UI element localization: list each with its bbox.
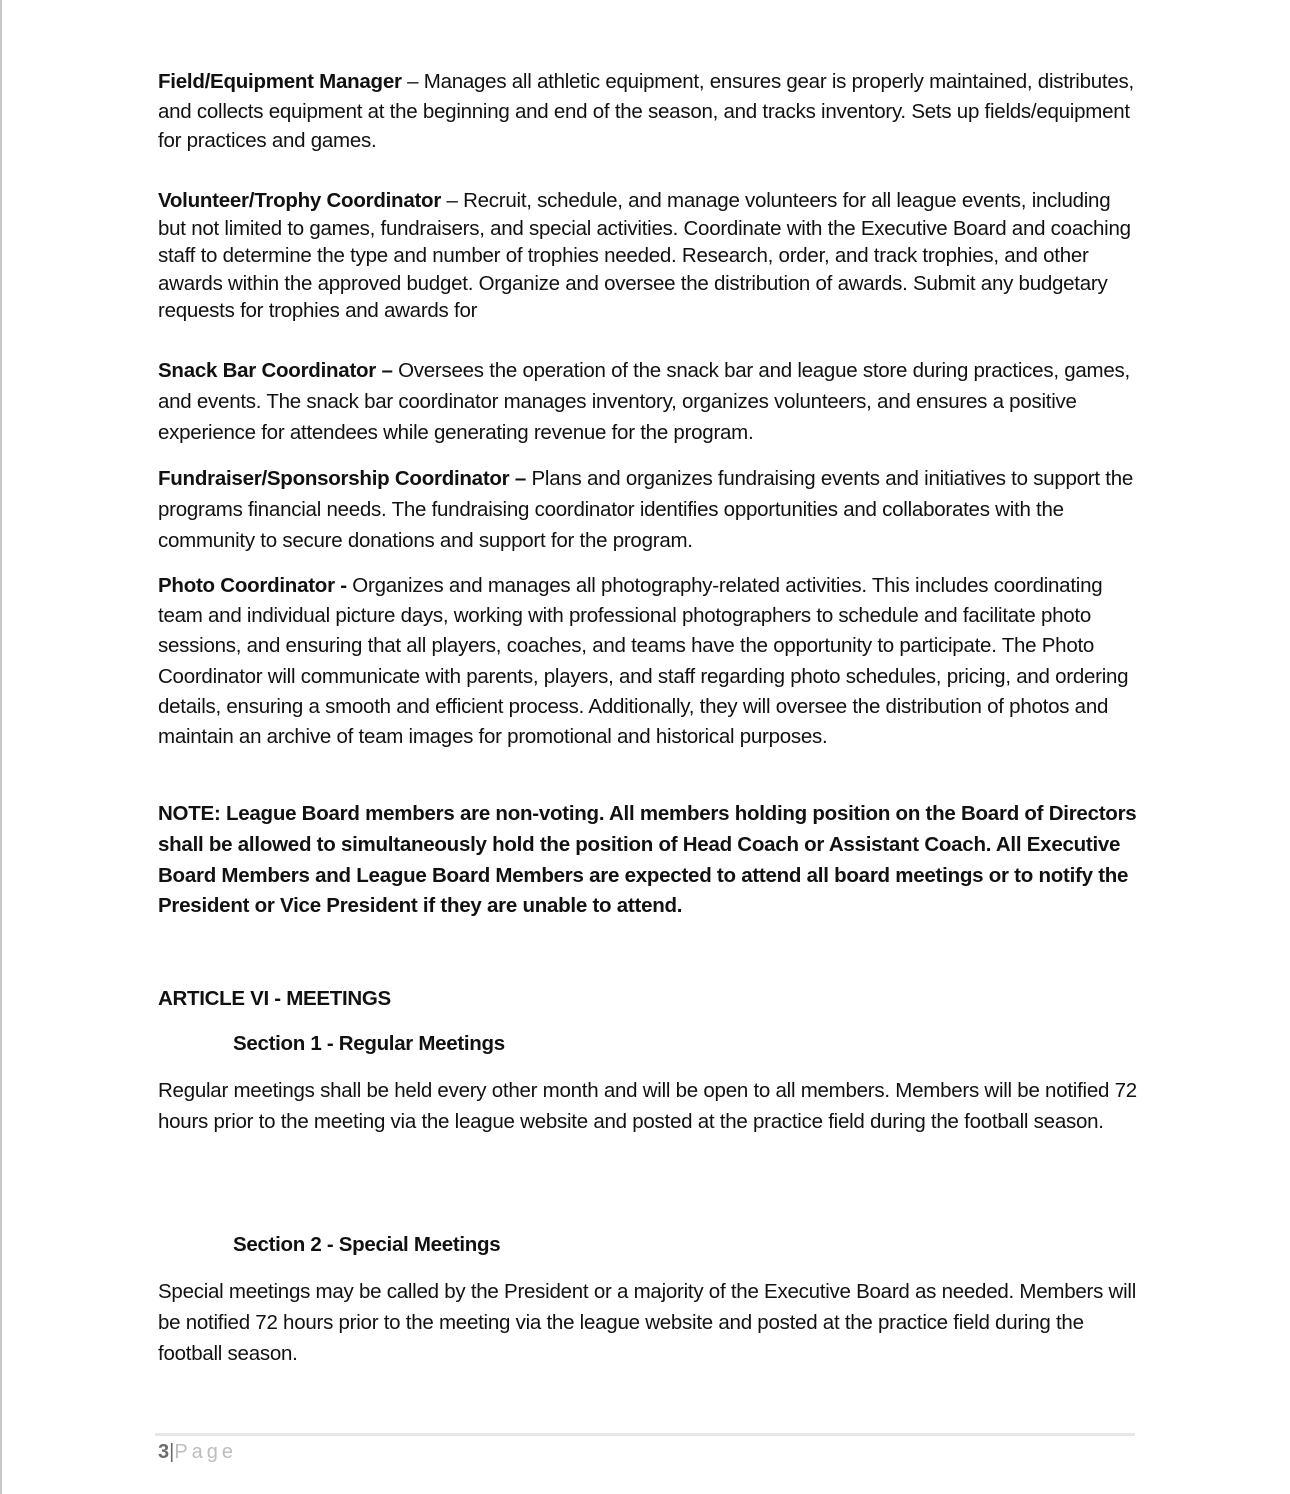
role-fundraiser-sponsorship-coordinator: [158, 463, 1138, 556]
role-title: Snack Bar Coordinator –: [158, 359, 393, 382]
footer-separator: |: [169, 1441, 175, 1463]
board-note: NOTE: League Board members are non-voting. All members holding position on the Board of Directors shall be allowed to simultaneously hold the position of Head Coach or Assistant Coach. All Executive Board Members and League Board Members are expected to attend all board meetings or to notify the President or Vice President if they are unable to attend.: [158, 802, 1137, 918]
role-description: Organizes and manages all photography-related activities. This includes coordinating team and individual picture days, working with professional photographers to schedule and facilitate photo sessions, and ensuring that all players, coaches, and teams have the opportunity to participate. The Photo Coordinator will communicate with parents, players, and staff regarding photo schedules, pricing, and ordering details, ensuring a smooth and efficient process. Additionally, they will oversee the distribution of photos and maintain an archive of team images for promotional and historical purposes.: [158, 574, 1129, 749]
section-1-text: Regular meetings shall be held every other month and will be open to all members. Members will be notified 72 hours prior to the meeting via the league website and posted at the practice field during the football season.: [158, 1079, 1137, 1133]
role-title: Photo Coordinator -: [158, 574, 347, 597]
page-number: 3: [158, 1441, 170, 1463]
role-snack-bar-coordinator: [158, 355, 1138, 448]
role-title: Fundraiser/Sponsorship Coordinator –: [158, 467, 527, 490]
role-title: Field/Equipment Manager: [158, 70, 402, 93]
page-label: Page: [174, 1441, 238, 1463]
role-description: Recruit, schedule, and manage volunteers for all league events, including but not limited to games, fundraisers, and special activities. Coordinate with the Executive Board and coaching staff to determine the type and number of trophies needed. Research, order, and track trophies, and other awards within the approved budget. Organize and oversee the distribution of awards. Submit any budgetary requests for trophies and awards for: [158, 189, 1131, 322]
role-description: Plans and organizes fundraising events and initiatives to support the programs financial needs. The fundraising coordinator identifies opportunities and collaborates with the community to secure donations and support for the program.: [158, 467, 1134, 552]
page-left-border: [0, 0, 2, 1494]
role-description: Manages all athletic equipment, ensures gear is properly maintained, distributes, and collects equipment at the beginning and end of the season, and tracks inventory. Sets up fields/equipment for practices and games.: [158, 70, 1134, 152]
role-field-equipment-manager: Field/Equipment Manager – Manages all athletic equipment, ensures gear is properly maintained, distributes, and collects equipment at the beginning and end of the season, and tracks inventory. Sets up fields/equipment for practices and games.: [158, 70, 1134, 152]
section-2-heading: Section 2 - Special Meetings: [233, 1233, 501, 1256]
footer-divider: [155, 1433, 1135, 1436]
role-title: Volunteer/Trophy Coordinator: [158, 189, 442, 212]
page-footer: [158, 1441, 237, 1464]
role-volunteer-trophy-coordinator: Volunteer/Trophy Coordinator – Recruit, schedule, and manage volunteers for all league events, including but not limited to games, fundraisers, and special activities. Coordinate with the Executive Board and coaching staff to determine the type and number of trophies needed. Research, order, and track trophies, and other awards within the approved budget. Organize and oversee the distribution of awards. Submit any budgetary requests for trophies and awards for: [158, 189, 1131, 322]
article-heading: ARTICLE VI - MEETINGS: [158, 987, 391, 1010]
role-photo-coordinator: [158, 571, 1138, 752]
section-1-heading: Section 1 - Regular Meetings: [233, 1032, 505, 1055]
role-description: Oversees the operation of the snack bar and league store during practices, games, and events. The snack bar coordinator manages inventory, organizes volunteers, and ensures a positive experience for attendees while generating revenue for the program.: [158, 359, 1130, 444]
section-2-text: Special meetings may be called by the President or a majority of the Executive Board as needed. Members will be notified 72 hours prior to the meeting via the league website and posted at the practice field during the football season.: [158, 1280, 1137, 1365]
